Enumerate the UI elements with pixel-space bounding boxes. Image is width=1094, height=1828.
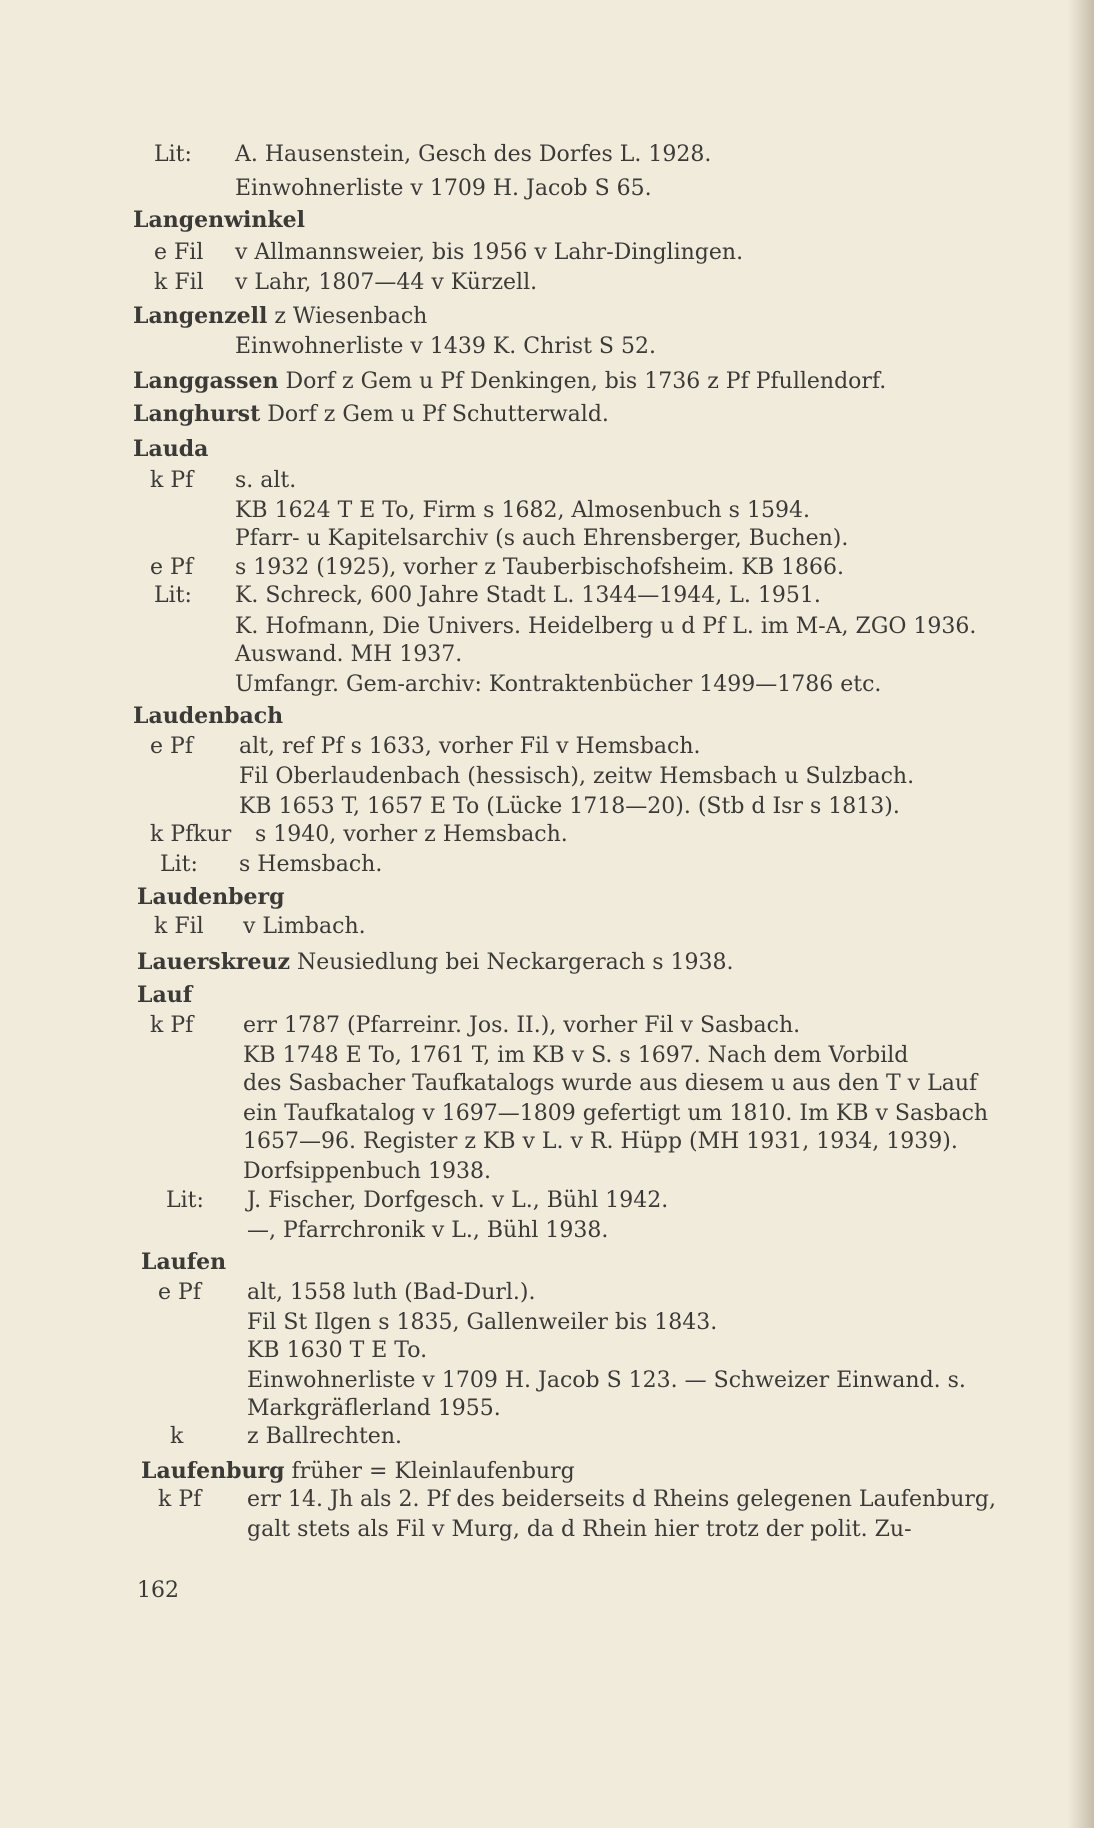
entry-text: —, Pfarrchronik v L., Bühl 1938. — [247, 1218, 609, 1243]
entry-label: k Pf — [158, 1487, 202, 1512]
entry-text: Auswand. MH 1937. — [235, 642, 463, 667]
heading-rest: Neusiedlung bei Neckargerach s 1938. — [297, 950, 734, 975]
entry-text: KB 1748 E To, 1761 T, im KB v S. s 1697. Nach dem Vorbild — [243, 1043, 909, 1068]
entry-text: v Lahr, 1807—44 v Kürzell. — [235, 270, 538, 295]
entry-text: KB 1630 T E To. — [247, 1338, 428, 1363]
place-heading: Laudenbach — [133, 703, 284, 729]
place-heading: Langenwinkel — [133, 207, 305, 233]
heading-rest: Dorf z Gem u Pf Schutterwald. — [267, 402, 609, 427]
entry-label: Lit: — [166, 1188, 204, 1213]
entry-text: Fil Oberlaudenbach (hessisch), zeitw Hemsbach u Sulzbach. — [239, 764, 915, 789]
entry-text: err 14. Jh als 2. Pf des beiderseits d Rheins gelegenen Laufenburg, — [247, 1487, 996, 1512]
entry-text: KB 1624 T E To, Firm s 1682, Almosenbuch s 1594. — [235, 498, 810, 523]
entry-label: k Pf — [150, 1013, 194, 1038]
entry-text: galt stets als Fil v Murg, da d Rhein hier trotz der polit. Zu- — [247, 1517, 912, 1542]
entry-text: Einwohnerliste v 1439 K. Christ S 52. — [235, 334, 656, 359]
entry-text: Umfangr. Gem-archiv: Kontraktenbücher 1499—1786 etc. — [235, 672, 882, 697]
heading-rest: Dorf z Gem u Pf Denkingen, bis 1736 z Pf Pfullendorf. — [285, 369, 887, 394]
entry-label: Lit: — [154, 142, 192, 167]
heading-line — [133, 303, 427, 330]
place-heading: Langgassen — [133, 368, 279, 394]
entry-text: Einwohnerliste v 1709 H. Jacob S 65. — [235, 176, 652, 201]
place-heading: Langhurst — [133, 401, 261, 427]
entry-text: s 1940, vorher z Hemsbach. — [255, 822, 568, 847]
entry-label: k Fil — [154, 914, 204, 939]
entry-text: Fil St Ilgen s 1835, Gallenweiler bis 1843. — [247, 1310, 718, 1335]
entry-text: v Allmannsweier, bis 1956 v Lahr-Dinglingen. — [235, 240, 744, 265]
entry-text: err 1787 (Pfarreinr. Jos. II.), vorher Fil v Sasbach. — [243, 1013, 801, 1038]
entry-text: alt, 1558 luth (Bad-Durl.). — [247, 1280, 536, 1305]
entry-label: k Fil — [154, 270, 204, 295]
heading-line — [141, 1458, 575, 1485]
entry-text: alt, ref Pf s 1633, vorher Fil v Hemsbach. — [239, 734, 701, 759]
entry-text: z Ballrechten. — [247, 1424, 402, 1449]
heading-line — [133, 401, 609, 428]
entry-text: Einwohnerliste v 1709 H. Jacob S 123. — Schweizer Einwand. s. — [247, 1368, 966, 1393]
heading-line — [133, 368, 886, 395]
heading-rest: z Wiesenbach — [274, 304, 428, 329]
page-edge-shadow — [1068, 0, 1094, 1828]
place-heading: Laudenberg — [137, 884, 285, 910]
entry-text: s 1932 (1925), vorher z Tauberbischofsheim. KB 1866. — [235, 555, 844, 580]
place-heading: Lauda — [133, 436, 209, 462]
entry-text: Dorfsippenbuch 1938. — [243, 1159, 491, 1184]
entry-text: v Limbach. — [243, 914, 366, 939]
entry-label: e Pf — [150, 734, 193, 759]
entry-label: e Fil — [154, 240, 204, 265]
heading-line — [137, 949, 734, 976]
entry-text: Pfarr- u Kapitelsarchiv (s auch Ehrensberger, Buchen). — [235, 526, 849, 551]
entry-label: k Pf — [150, 468, 194, 493]
place-heading: Lauerskreuz — [137, 949, 291, 975]
entry-label: Lit: — [160, 852, 198, 877]
page-number: 162 — [137, 1578, 179, 1603]
entry-text: s. alt. — [235, 468, 297, 493]
entry-text: ein Taufkatalog v 1697—1809 gefertigt um 1810. Im KB v Sasbach — [243, 1101, 989, 1126]
entry-label: k — [170, 1424, 184, 1449]
heading-rest: früher = Kleinlaufenburg — [291, 1459, 575, 1484]
entry-text: A. Hausenstein, Gesch des Dorfes L. 1928. — [235, 142, 712, 167]
entry-label: e Pf — [158, 1280, 201, 1305]
entry-text: 1657—96. Register z KB v L. v R. Hüpp (MH 1931, 1934, 1939). — [243, 1129, 958, 1154]
entry-label: e Pf — [150, 555, 193, 580]
place-heading: Langenzell — [133, 303, 268, 329]
place-heading: Lauf — [137, 982, 193, 1008]
entry-text: J. Fischer, Dorfgesch. v L., Bühl 1942. — [247, 1188, 669, 1213]
entry-label: k Pfkur — [150, 822, 232, 847]
place-heading: Laufenburg — [141, 1458, 285, 1484]
entry-text: KB 1653 T, 1657 E To (Lücke 1718—20). (Stb d Isr s 1813). — [239, 794, 900, 819]
entry-text: des Sasbacher Taufkatalogs wurde aus diesem u aus den T v Lauf — [243, 1071, 978, 1096]
entry-text: K. Schreck, 600 Jahre Stadt L. 1344—1944, L. 1951. — [235, 583, 821, 608]
entry-text: s Hemsbach. — [239, 852, 383, 877]
place-heading: Laufen — [141, 1249, 227, 1275]
entry-label: Lit: — [154, 583, 192, 608]
entry-text: Markgräflerland 1955. — [247, 1396, 501, 1421]
entry-text: K. Hofmann, Die Univers. Heidelberg u d Pf L. im M-A, ZGO 1936. — [235, 614, 977, 639]
